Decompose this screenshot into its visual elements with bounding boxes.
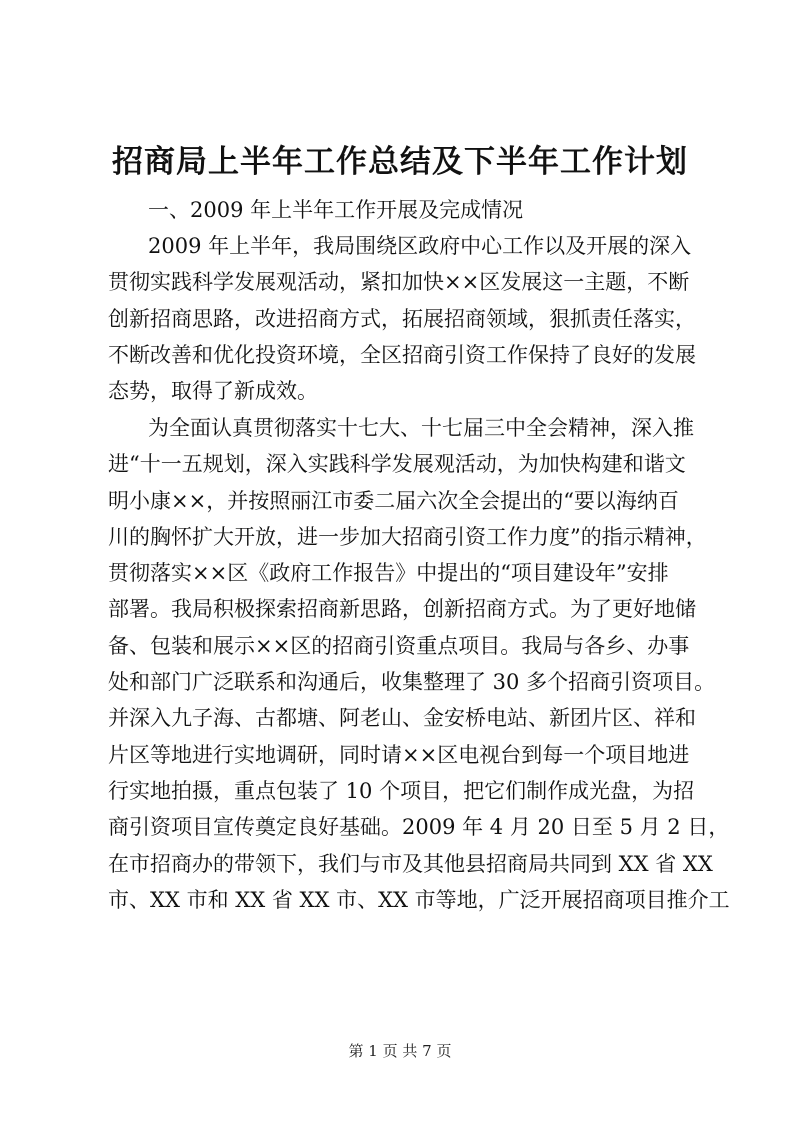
paragraph-line: 部署。我局积极探索招商新思路，创新招商方式。为了更好地储: [108, 597, 696, 622]
paragraph-line: 并深入九子海、古都塘、阿老山、金安桥电站、新团片区、祥和: [108, 706, 696, 731]
paragraph-line: 创新招商思路，改进招商方式，拓展招商领域，狠抓责任落实，: [108, 306, 696, 331]
paragraph-1: [108, 228, 708, 409]
paragraph-line: 2009 年上半年，我局围绕区政府中心工作以及开展的深入: [148, 234, 692, 258]
paragraph-line: 行实地拍摄，重点包装了 10 个项目，把它们制作成光盘，为招: [108, 778, 695, 803]
paragraph-line: 贯彻落实××区《政府工作报告》中提出的“项目建设年”安排: [108, 561, 669, 586]
paragraph-line: 态势，取得了新成效。: [108, 379, 318, 404]
paragraph-line: 市、XX 市和 XX 省 XX 市、XX 市等地，广泛开展招商项目推介工: [108, 887, 730, 912]
paragraph-line: 商引资项目宣传奠定良好基础。2009 年 4 月 20 日至 5 月 2 日，: [108, 815, 730, 840]
paragraph-line: 进“十一五规划，深入实践科学发展观活动，为加快构建和谐文: [108, 452, 686, 477]
paragraph-line: 在市招商办的带领下，我们与市及其他县招商局共同到 XX 省 XX: [108, 851, 713, 876]
paragraph-line: 处和部门广泛联系和沟通后，收集整理了 30 多个招商引资项目。: [108, 670, 716, 695]
page-footer: 第 1 页 共 7 页: [348, 1042, 452, 1060]
paragraph-line: 贯彻实践科学发展观活动，紧扣加快××区发展这一主题，不断: [108, 270, 690, 295]
paragraph-line: 为全面认真贯彻落实十七大、十七届三中全会精神，深入推: [148, 416, 694, 440]
paragraph-line: 片区等地进行实地调研，同时请××区电视台到每一个项目地进: [108, 742, 690, 767]
paragraph-line: 川的胸怀扩大开放，进一步加大招商引资工作力度”的指示精神，: [108, 524, 707, 549]
paragraph-line: 备、包装和展示××区的招商引资重点项目。我局与各乡、办事: [108, 633, 690, 658]
document-title: 招商局上半年工作总结及下半年工作计划: [112, 144, 688, 180]
section-heading: 一、2009 年上半年工作开展及完成情况: [148, 198, 524, 222]
paragraph-line: 不断改善和优化投资环境，全区招商引资工作保持了良好的发展: [108, 342, 696, 367]
paragraph-2: [108, 410, 730, 918]
paragraph-line: 明小康××，并按照丽江市委二届六次全会提出的“要以海纳百: [108, 488, 679, 513]
